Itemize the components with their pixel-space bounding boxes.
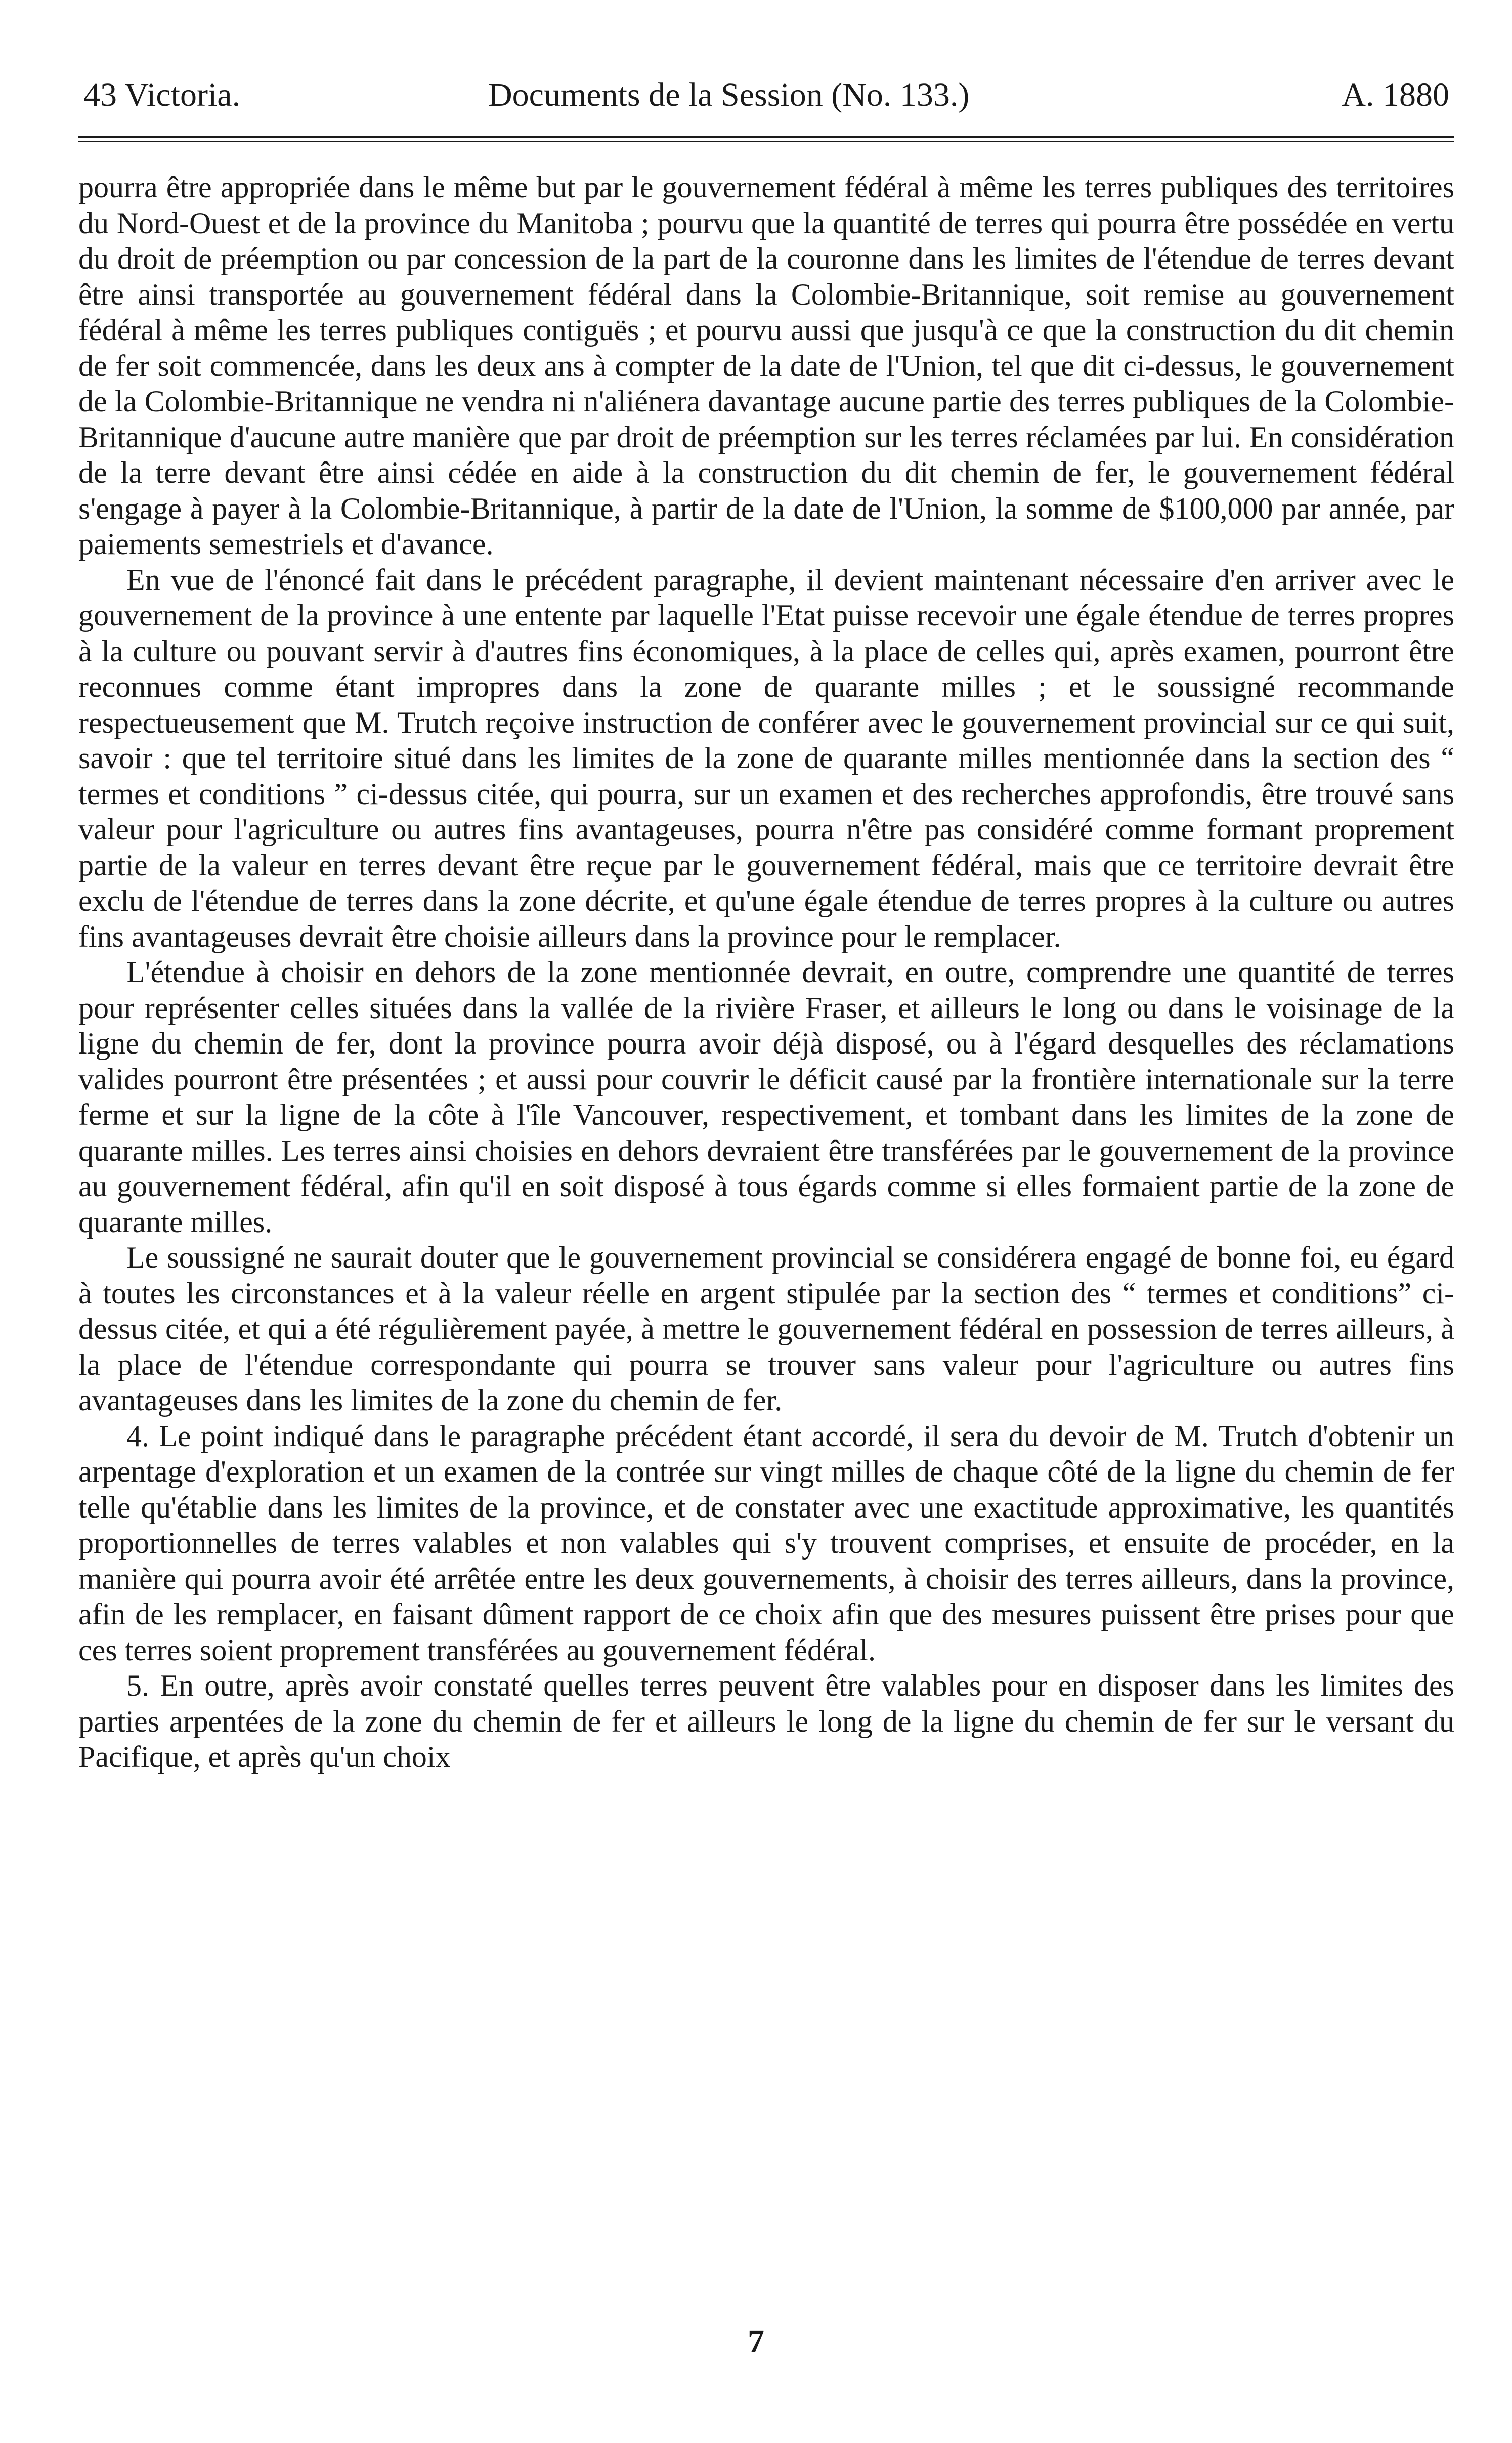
paragraph-1: pourra être appropriée dans le même but par le gouvernement fédéral à même les terres publiques des territoires du Nord-Ouest et de la province du Manitoba ; pourvu que la quantité de terres qui pourra être possédée en vertu du droit de préemption ou par concession de la part de la couronne dans les limites de l'étendue de terres devant être ainsi transportée au gouvernement fédéral dans la Colombie-Britannique, soit remise au gouvernement fédéral à même les terres publiques contiguës ; et pourvu aussi que jusqu'à ce que la construction du dit chemin de fer soit commencée, dans les deux ans à compter de la date de l'Union, tel que dit ci-dessus, le gouvernement de la Colombie-Britannique ne vendra ni n'aliénera davantage aucune partie des terres publiques de la Colombie-Britannique d'aucune autre manière que par droit de préemption sur les terres réclamées par lui. En considération de la terre devant être ainsi cédée en aide à la construction du dit chemin de fer, le gouvernement fédéral s'engage à payer à la Colombie-Britannique, à partir de la date de l'Union, la somme de $100,000 par année, par paiements semestriels et d'avance.: [78, 171, 1454, 561]
header-rule: [78, 136, 1454, 142]
header-year: A. 1880: [1342, 76, 1449, 113]
header-title: Documents de la Session (No. 133.): [488, 76, 970, 113]
header-volume: 43 Victoria.: [83, 76, 241, 113]
paragraph-6: 5. En outre, après avoir constaté quelles terres peuvent être valables pour en disposer dans les limites des parties arpentées de la zone du chemin de fer et ailleurs le long de la ligne du chemin de fer sur le versant du Pacifique, et après qu'un choix: [78, 1669, 1454, 1774]
document-page: [78, 76, 1454, 1775]
paragraph-4: Le soussigné ne saurait douter que le gouvernement provincial se considérera engagé de bonne foi, eu égard à toutes les circonstances et à la valeur réelle en argent stipulée par la section des “ termes et conditions” ci-dessus citée, et qui a été régulièrement payée, à mettre le gouvernement fédéral en possession de terres ailleurs, à la place de l'étendue correspondante qui pourra se trouver sans valeur pour l'agriculture ou autres fins avantageuses dans les limites de la zone du chemin de fer.: [78, 1241, 1454, 1417]
paragraph-2: En vue de l'énoncé fait dans le précédent paragraphe, il devient maintenant nécessaire d'en arriver avec le gouvernement de la province à une entente par laquelle l'Etat puisse recevoir une égale étendue de terres propres à la culture ou pouvant servir à d'autres fins économiques, à la place de celles qui, après examen, pourront être reconnues comme étant impropres dans la zone de quarante milles ; et le soussigné recommande respectueusement que M. Trutch reçoive instruction de conférer avec le gouvernement provincial sur ce qui suit, savoir : que tel territoire situé dans les limites de la zone de quarante milles mentionnée dans la section des “ termes et conditions ” ci-dessus citée, qui pourra, sur un examen et des recherches approfondis, être trouvé sans valeur pour l'agriculture ou autres fins avantageuses, pourra n'être pas considéré comme formant proprement partie de la valeur en terres devant être reçue par le gouvernement fédéral, mais que ce territoire devrait être exclu de l'étendue de terres dans la zone décrite, et qu'une égale étendue de terres propres à la culture ou autres fins avantageuses devrait être choisie ailleurs dans la province pour le remplacer.: [78, 563, 1454, 953]
body-text: [78, 170, 1454, 1775]
paragraph-3: L'étendue à choisir en dehors de la zone mentionnée devrait, en outre, comprendre une quantité de terres pour représenter celles situées dans la vallée de la rivière Fraser, et ailleurs le long ou dans le voisinage de la ligne du chemin de fer, dont la province pourra avoir déjà disposé, ou à l'égard desquelles des réclamations valides pourront être présentées ; et aussi pour couvrir le déficit causé par la frontière internationale sur la terre ferme et sur la ligne de la côte à l'île Vancouver, respectivement, et tombant dans les limites de la zone de quarante milles. Les terres ainsi choisies en dehors devraient être transférées par le gouvernement de la province au gouvernement fédéral, afin qu'il en soit disposé à tous égards comme si elles formaient partie de la zone de quarante milles.: [78, 955, 1454, 1239]
running-header: [78, 76, 1454, 132]
page-number: 7: [748, 2323, 764, 2360]
paragraph-5: 4. Le point indiqué dans le paragraphe précédent étant accordé, il sera du devoir de M. Trutch d'obtenir un arpentage d'exploration et un examen de la contrée sur vingt milles de chaque côté de la ligne du chemin de fer telle qu'établie dans les limites de la province, et de constater avec une exactitude approximative, les quantités proportionnelles de terres valables et non valables qui s'y trouvent comprises, et ensuite de procéder, en la manière qui pourra avoir été arrêtée entre les deux gouvernements, à choisir des terres ailleurs, dans la province, afin de les remplacer, en faisant dûment rapport de ce choix afin que des mesures puissent être prises pour que ces terres soient proprement transférées au gouvernement fédéral.: [78, 1419, 1454, 1667]
